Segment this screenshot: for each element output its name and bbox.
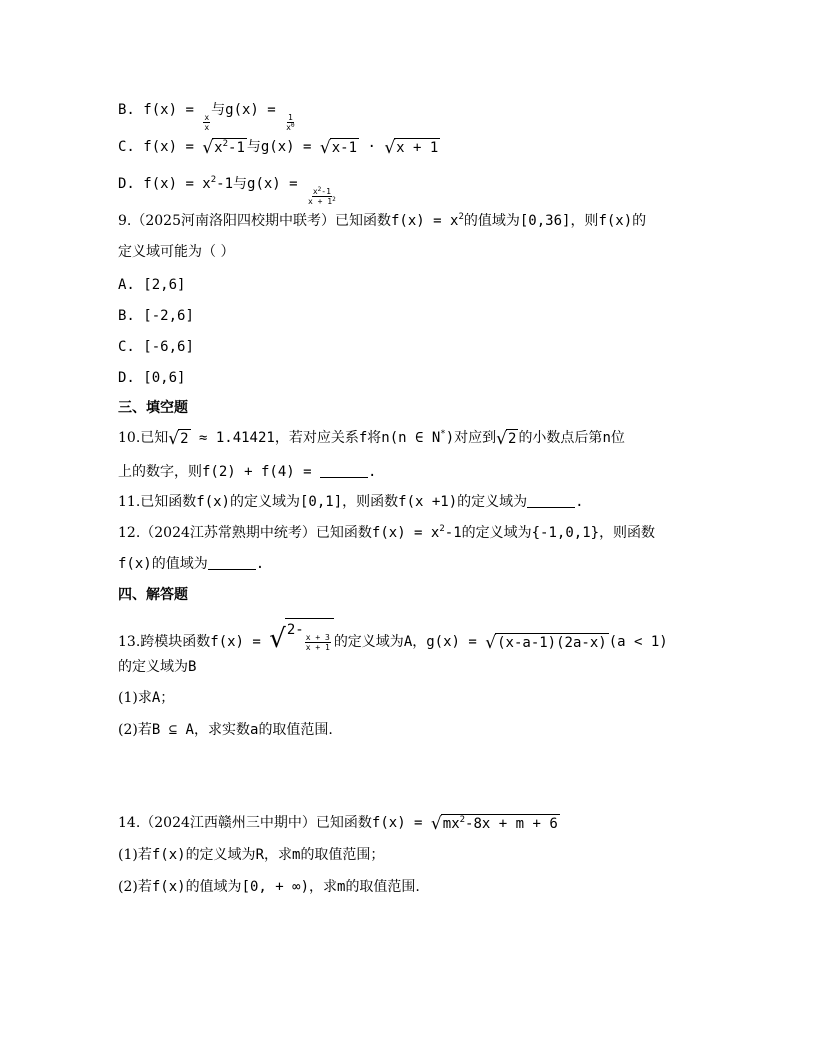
q9-option-a: A. [2,6] <box>118 277 186 293</box>
q9-stem-line2: 定义域可能为（ ） <box>118 244 235 260</box>
sqrt: √ $mx^2-8x + m + 6$ <box>430 814 558 834</box>
q10-stem-line2: 上的数字，则f(2) + f(4) = . <box>118 464 377 480</box>
q9-option-d: D. [0,6] <box>118 370 186 386</box>
sqrt: √ 2- $\frac{x + 3}{x + 1}$ <box>269 618 334 652</box>
q12-stem-line1: 12.（2024江苏常熟期中统考）已知函数$f(x) = x^2-1$的定义域为{-1,0,1}，则函数 <box>118 524 656 541</box>
q13-stem-line1: 13.跨模块函数f(x) = √ 2- $\frac{x + 3}{x + 1}$ 的定义域为A，g(x) = √ (x-a-1)(2a-x) (a < 1) <box>118 618 668 652</box>
q13-stem-line2: 的定义域为B <box>118 659 197 675</box>
answer-blank[interactable] <box>320 463 368 478</box>
fraction: $\frac{x^2-1}{x + 1^2}$ <box>308 186 336 206</box>
q9-option-c: C. [-6,6] <box>118 339 194 355</box>
q14-part2: (2)若f(x)的值域为[0, + ∞)，求m的取值范围. <box>118 879 420 895</box>
sqrt: √ x + 1 <box>384 138 439 158</box>
sqrt: √ 2 <box>168 429 189 449</box>
section-title-fill-in: 三、填空题 <box>118 400 188 416</box>
q8-option-c: C. f(x) = √ $x^2-1$ 与g(x) = √ x-1 · √ x + 1 <box>118 138 439 158</box>
q14-part1: (1)若f(x)的定义域为R，求m的取值范围； <box>118 847 385 863</box>
q8-option-d: D. $f(x) = x^2-1$与g(x) = $\frac{x^2-1}{x + 1^2}$ <box>118 175 336 206</box>
q11-stem: 11.已知函数f(x)的定义域为[0,1]，则函数f(x +1)的定义域为 . <box>118 494 584 510</box>
fraction: $\frac{x}{x}$ <box>204 113 210 132</box>
q9-option-b: B. [-2,6] <box>118 308 194 324</box>
q13-part2: (2)若B ⊆ A，求实数a的取值范围. <box>118 722 333 738</box>
q14-stem: 14.（2024江西赣州三中期中）已知函数f(x) = √ $mx^2-8x + m + 6$ <box>118 814 558 834</box>
q13-part1: (1)求A； <box>118 690 175 706</box>
q12-stem-line2: f(x)的值域为 . <box>118 556 265 572</box>
q8-option-b: B. f(x) = $\frac{x}{x}$ 与g(x) = $\frac{1}{x^0}$ <box>118 102 295 132</box>
answer-blank[interactable] <box>527 493 575 508</box>
q10-stem-line1: 10.已知 √ 2 ≈ 1.41421，若对应关系f将n(n ∈ N*)对应到 √ 2 的小数点后第n位 <box>118 429 625 449</box>
fraction: $\frac{1}{x^0}$ <box>286 113 295 132</box>
fraction: $\frac{x + 3}{x + 1}$ <box>305 633 330 652</box>
sqrt: √ $x^2-1$ <box>202 138 245 158</box>
sqrt: √ (x-a-1)(2a-x) <box>485 633 607 653</box>
answer-blank[interactable] <box>208 555 256 570</box>
sqrt: √ x-1 <box>319 138 358 158</box>
q9-stem-line1: 9.（2025河南洛阳四校期中联考）已知函数$f(x) = x^2$的值域为[0,36]，则f(x)的 <box>118 212 647 229</box>
sqrt: √ 2 <box>496 429 517 449</box>
section-title-solutions: 四、解答题 <box>118 587 188 603</box>
